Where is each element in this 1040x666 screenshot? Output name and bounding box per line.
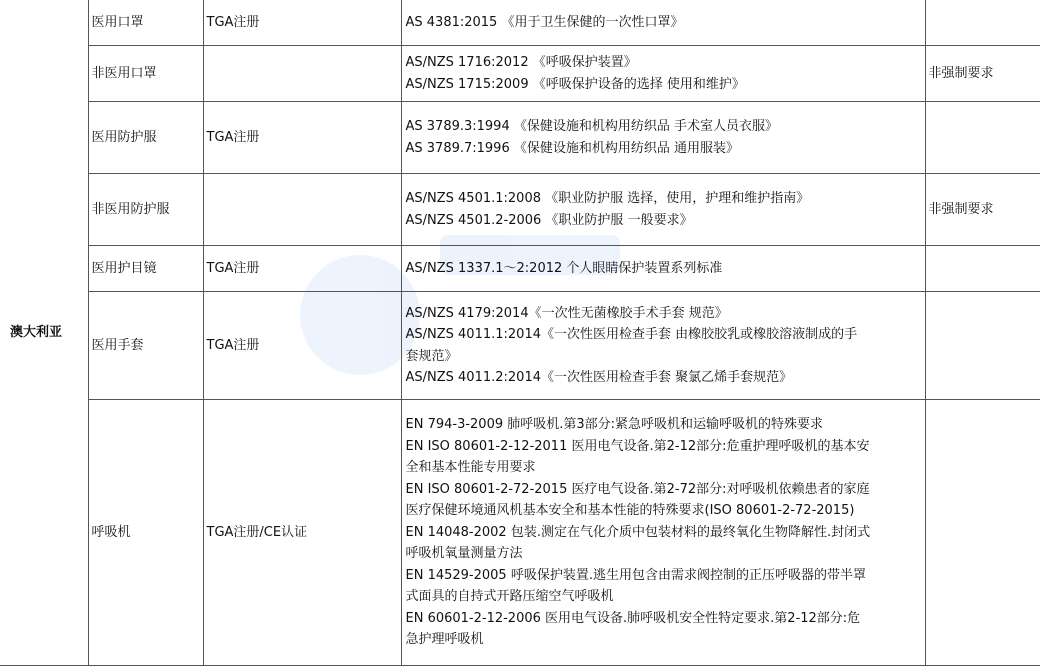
table-row	[0, 292, 1040, 400]
note-cell: 非强制要求	[925, 174, 1040, 246]
note-cell	[925, 292, 1040, 400]
standard-line: AS/NZS 4501.1:2008 《职业防护服 选择，使用，护理和维护指南》	[405, 191, 810, 206]
table-row	[0, 400, 1040, 666]
standard-line: EN ISO 80601-2-12-2011 医用电气设备.第2-12部分:危重护理呼吸机的基本安	[405, 438, 870, 454]
certification-cell: TGA注册	[203, 102, 401, 174]
standard-line: 急护理呼吸机	[405, 632, 484, 648]
note-cell: 非强制要求	[925, 46, 1040, 102]
certification-cell: TGA注册	[203, 292, 401, 400]
standard-line: EN 60601-2-12-2006 医用电气设备.肺呼吸机安全性特定要求.第2-12部分:危	[405, 610, 861, 626]
certification-cell: TGA注册/CE认证	[203, 400, 401, 666]
certification-cell: TGA注册	[203, 246, 401, 292]
standard-line: AS/NZS 1715:2009 《呼吸保护设备的选择 使用和维护》	[405, 76, 745, 92]
product-cell: 医用口罩	[88, 0, 203, 46]
standard-line: AS/NZS 4011.2:2014《一次性医用检查手套 聚氯乙烯手套规范》	[405, 370, 793, 385]
standards-cell	[401, 174, 925, 246]
standard-line: AS 3789.7:1996 《保健设施和机构用纺织品 通用服装》	[405, 140, 739, 156]
standard-line: 式面具的自持式开路压缩空气呼吸机	[405, 589, 614, 605]
standard-line: EN 794-3-2009 肺呼吸机.第3部分:紧急呼吸机和运输呼吸机的特殊要求	[405, 417, 824, 433]
table-row	[0, 174, 1040, 246]
note-cell	[925, 400, 1040, 666]
product-cell: 非医用口罩	[88, 46, 203, 102]
standard-line: AS/NZS 4179:2014《一次性无菌橡胶手术手套 规范》	[405, 305, 728, 321]
standards-cell	[401, 292, 925, 400]
certification-cell	[203, 46, 401, 102]
note-cell	[925, 0, 1040, 46]
standard-line: EN 14048-2002 包装.测定在气化介质中包装材料的最终氧化生物降解性.封闭式	[405, 524, 871, 540]
certification-cell: TGA注册	[203, 0, 401, 46]
standard-line: 套规范》	[405, 348, 458, 364]
certification-cell	[203, 174, 401, 246]
standard-line: AS/NZS 4011.1:2014《一次性医用检查手套 由橡胶胶乳或橡胶溶液制成的手	[405, 327, 858, 342]
standard-line: 全和基本性能专用要求	[405, 460, 536, 476]
standard-line: EN 14529-2005 呼吸保护装置.逃生用包含由需求阀控制的正压呼吸器的带半罩	[405, 567, 866, 583]
product-cell: 医用手套	[88, 292, 203, 400]
table-row	[0, 246, 1040, 292]
standards-cell	[401, 46, 925, 102]
product-cell: 医用防护服	[88, 102, 203, 174]
standard-line: 呼吸机氧量测量方法	[405, 546, 523, 562]
standards-cell	[401, 246, 925, 292]
standard-line: AS/NZS 1337.1～2:2012 个人眼睛保护装置系列标准	[405, 260, 723, 276]
table-row	[0, 46, 1040, 102]
standard-line: AS 3789.3:1994 《保健设施和机构用纺织品 手术室人员衣服》	[405, 119, 778, 134]
standards-cell	[401, 0, 925, 46]
standard-line: EN ISO 80601-2-72-2015 医疗电气设备.第2-72部分:对呼吸机依赖患者的家庭	[405, 481, 870, 497]
table-row	[0, 0, 1040, 46]
standard-line: AS/NZS 4501.2-2006 《职业防护服 一般要求》	[405, 212, 693, 228]
product-cell: 呼吸机	[88, 400, 203, 666]
standards-cell	[401, 102, 925, 174]
standard-line: AS/NZS 1716:2012 《呼吸保护装置》	[405, 55, 637, 70]
standard-line: 医疗保健环境通风机基本安全和基本性能的特殊要求(ISO 80601-2-72-2015)	[405, 503, 855, 519]
note-cell	[925, 246, 1040, 292]
note-cell	[925, 102, 1040, 174]
standard-line: AS 4381:2015 《用于卫生保健的一次性口罩》	[405, 14, 684, 30]
table-row	[0, 102, 1040, 174]
product-cell: 非医用防护服	[88, 174, 203, 246]
product-cell: 医用护目镜	[88, 246, 203, 292]
standards-cell	[401, 400, 925, 666]
country-cell: 澳大利亚	[0, 0, 88, 666]
